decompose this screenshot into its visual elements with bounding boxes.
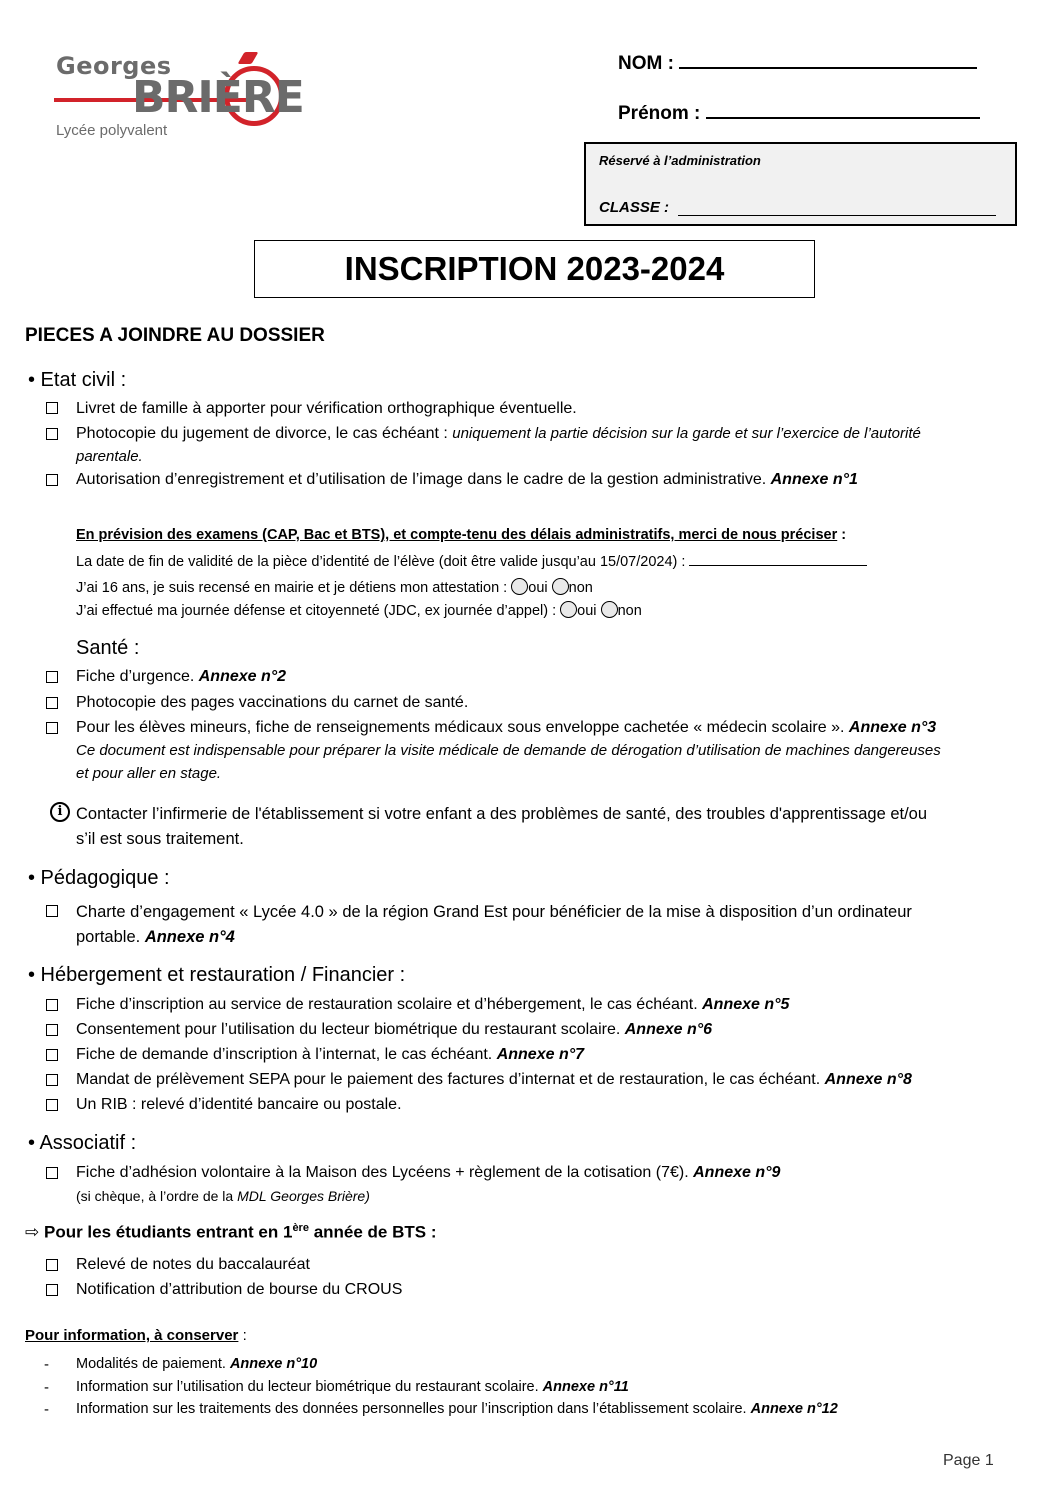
annex-ref: Annexe n°9 <box>693 1164 781 1181</box>
information-colon: : <box>242 1327 247 1344</box>
annex-ref: Annexe n°4 <box>144 928 235 946</box>
checkbox[interactable] <box>46 428 58 440</box>
annex-ref: Annexe n°3 <box>848 719 937 736</box>
sante-info-2: s’il est sous traitement. <box>76 830 244 848</box>
pedagogique-item-2 <box>76 927 235 947</box>
checkbox[interactable] <box>46 1024 58 1036</box>
arrow-right-icon: ⇨ <box>25 1222 40 1242</box>
checkbox[interactable] <box>46 1167 58 1179</box>
note-italic: MDL Georges Brière) <box>237 1188 370 1204</box>
item-text: Fiche d’urgence. <box>76 668 195 685</box>
checkbox[interactable] <box>46 722 58 734</box>
dash-bullet: - <box>44 1401 49 1418</box>
annex-ref: Annexe n°8 <box>824 1071 912 1088</box>
checkbox[interactable] <box>46 474 58 486</box>
recensement-line <box>76 578 593 596</box>
annex-ref: Annexe n°12 <box>750 1401 838 1417</box>
sante-note-2: et pour aller en stage. <box>76 765 222 782</box>
bts-item-2: Notification d’attribution de bourse du CROUS <box>76 1281 403 1298</box>
school-logo <box>54 52 324 142</box>
radio-oui[interactable] <box>560 601 577 618</box>
admin-reserved-label: Réservé à l’administration <box>599 153 761 168</box>
examens-heading-colon: : <box>841 527 847 543</box>
information-item-1 <box>76 1356 317 1372</box>
etat-civil-item-2-cont: parentale. <box>76 448 143 465</box>
logo-accent <box>238 52 259 64</box>
checkbox[interactable] <box>46 697 58 709</box>
hebergement-item-4 <box>76 1070 912 1090</box>
item-text: Fiche d’adhésion volontaire à la Maison des Lycéens + règlement de la cotisation (7€). <box>76 1164 689 1181</box>
sante-item-2: Photocopie des pages vaccinations du carnet de santé. <box>76 694 469 711</box>
info-icon: i <box>50 802 70 822</box>
id-validity-field[interactable] <box>689 565 867 566</box>
item-text: Autorisation d’enregistrement et d’utilisation de l’image dans le cadre de la gestion administrative. <box>76 471 767 488</box>
prenom-field[interactable] <box>618 103 980 125</box>
annex-ref: Annexe n°10 <box>229 1356 318 1372</box>
associatif-item <box>76 1163 780 1183</box>
sante-item-3 <box>76 718 936 738</box>
item-text: Fiche de demande d’inscription à l’internat, le cas échéant. <box>76 1046 493 1063</box>
item-text: Information sur l’utilisation du lecteur biométrique du restaurant scolaire. <box>76 1379 539 1395</box>
pedagogique-item-1: Charte d’engagement « Lycée 4.0 » de la région Grand Est pour bénéficier de la mise à disposition d’un ordinateur <box>76 903 912 921</box>
checkbox[interactable] <box>46 1074 58 1086</box>
nom-field[interactable] <box>618 53 977 75</box>
jdc-line <box>76 601 642 619</box>
examens-heading <box>76 527 846 543</box>
dash-bullet: - <box>44 1379 49 1396</box>
radio-non[interactable] <box>552 578 569 595</box>
id-validity-label: La date de fin de validité de la pièce d’identité de l’élève (doit être valide jusqu’au 15/07/2024) : <box>76 554 686 570</box>
etat-civil-title: • Etat civil : <box>28 369 127 391</box>
checkbox[interactable] <box>46 1284 58 1296</box>
dash-bullet: - <box>44 1356 49 1373</box>
item-text: portable. <box>76 928 141 946</box>
page-title: INSCRIPTION 2023-2024 <box>344 250 725 287</box>
prenom-line[interactable] <box>706 117 980 119</box>
non-label: non <box>617 603 642 619</box>
checkbox[interactable] <box>46 999 58 1011</box>
item-text: Fiche d’inscription au service de restauration scolaire et d’hébergement, le cas échéant. <box>76 996 698 1013</box>
note-text: (si chèque, à l’ordre de la <box>76 1188 234 1204</box>
classe-line <box>678 215 996 216</box>
item-text: Mandat de prélèvement SEPA pour le paiement des factures d’internat et de restauration, le cas échéant. <box>76 1071 821 1088</box>
item-text: Photocopie du jugement de divorce, le cas échéant : <box>76 425 448 442</box>
bts-item-1: Relevé de notes du baccalauréat <box>76 1256 310 1273</box>
checkbox[interactable] <box>46 671 58 683</box>
title-box <box>254 240 815 298</box>
checkbox[interactable] <box>46 1049 58 1061</box>
page-number: Page 1 <box>943 1452 994 1469</box>
information-item-3 <box>76 1401 838 1417</box>
bts-title-sup: ère <box>292 1222 309 1234</box>
information-title: Pour information, à conserver <box>25 1327 239 1344</box>
radio-non[interactable] <box>601 601 618 618</box>
nom-label: NOM : <box>618 53 674 74</box>
radio-oui[interactable] <box>511 578 528 595</box>
non-label: non <box>568 580 593 596</box>
hebergement-title: • Hébergement et restauration / Financier : <box>28 964 406 986</box>
examens-heading-text: En prévision des examens (CAP, Bac et BTS), et compte-tenu des délais administratifs, merci de nous préciser <box>76 527 838 543</box>
logo-tagline: Lycée polyvalent <box>56 122 168 139</box>
oui-label: oui <box>528 580 548 596</box>
pedagogique-title: • Pédagogique : <box>28 867 170 889</box>
etat-civil-item-2 <box>76 424 1036 444</box>
item-text: Information sur les traitements des données personnelles pour l’inscription dans l’établissement scolaire. <box>76 1401 747 1417</box>
item-text: Consentement pour l’utilisation du lecteur biométrique du restaurant scolaire. <box>76 1021 621 1038</box>
bts-title-a: Pour les étudiants entrant en 1 <box>43 1222 293 1242</box>
information-item-2 <box>76 1379 629 1395</box>
pieces-heading: PIECES A JOINDRE AU DOSSIER <box>25 325 325 346</box>
bts-title-b: année de BTS : <box>308 1222 437 1242</box>
associatif-title: • Associatif : <box>28 1132 137 1154</box>
logo-georges: Georges <box>56 52 172 80</box>
bts-heading <box>25 1222 437 1243</box>
hebergement-item-2 <box>76 1020 712 1040</box>
item-note: uniquement la partie décision sur la garde et sur l’exercice de l’autorité <box>452 425 921 442</box>
prenom-label: Prénom : <box>618 103 701 124</box>
sante-item-1 <box>76 667 286 687</box>
nom-line[interactable] <box>679 67 977 69</box>
annex-ref: Annexe n°7 <box>496 1046 585 1063</box>
item-text: Pour les élèves mineurs, fiche de renseignements médicaux sous enveloppe cachetée « médecin scolaire ». <box>76 719 845 736</box>
hebergement-item-5: Un RIB : relevé d’identité bancaire ou postale. <box>76 1096 402 1113</box>
oui-label: oui <box>577 603 597 619</box>
sante-note-1: Ce document est indispensable pour préparer la visite médicale de demande de dérogation d’utilisation de machines dangereuses <box>76 742 941 759</box>
admin-reserved-box <box>584 142 1017 226</box>
checkbox[interactable] <box>46 1099 58 1111</box>
id-validity-line <box>76 554 867 570</box>
etat-civil-item-3 <box>76 470 858 490</box>
checkbox[interactable] <box>46 905 58 917</box>
jdc-label: J’ai effectué ma journée défense et citoyenneté (JDC, ex journée d’appel) : <box>76 603 557 619</box>
classe-label: CLASSE : <box>599 199 670 216</box>
associatif-note <box>76 1188 370 1204</box>
hebergement-item-1 <box>76 995 789 1015</box>
checkbox[interactable] <box>46 1259 58 1271</box>
annex-ref: Annexe n°1 <box>770 471 858 488</box>
recensement-label: J’ai 16 ans, je suis recensé en mairie et je détiens mon attestation : <box>76 580 508 596</box>
hebergement-item-3 <box>76 1045 584 1065</box>
annex-ref: Annexe n°2 <box>198 668 287 685</box>
annex-ref: Annexe n°11 <box>542 1379 629 1395</box>
information-heading <box>25 1327 247 1344</box>
etat-civil-item-1: Livret de famille à apporter pour vérification orthographique éventuelle. <box>76 400 577 417</box>
sante-info-1: Contacter l’infirmerie de l'établissement si votre enfant a des problèmes de santé, des troubles d'apprentissage et/ou <box>76 805 928 823</box>
item-text: Modalités de paiement. <box>76 1356 226 1372</box>
logo-briere: BRIÈRE <box>132 72 304 123</box>
sante-title: Santé : <box>76 637 140 659</box>
annex-ref: Annexe n°6 <box>624 1021 713 1038</box>
annex-ref: Annexe n°5 <box>702 996 790 1013</box>
checkbox[interactable] <box>46 402 58 414</box>
